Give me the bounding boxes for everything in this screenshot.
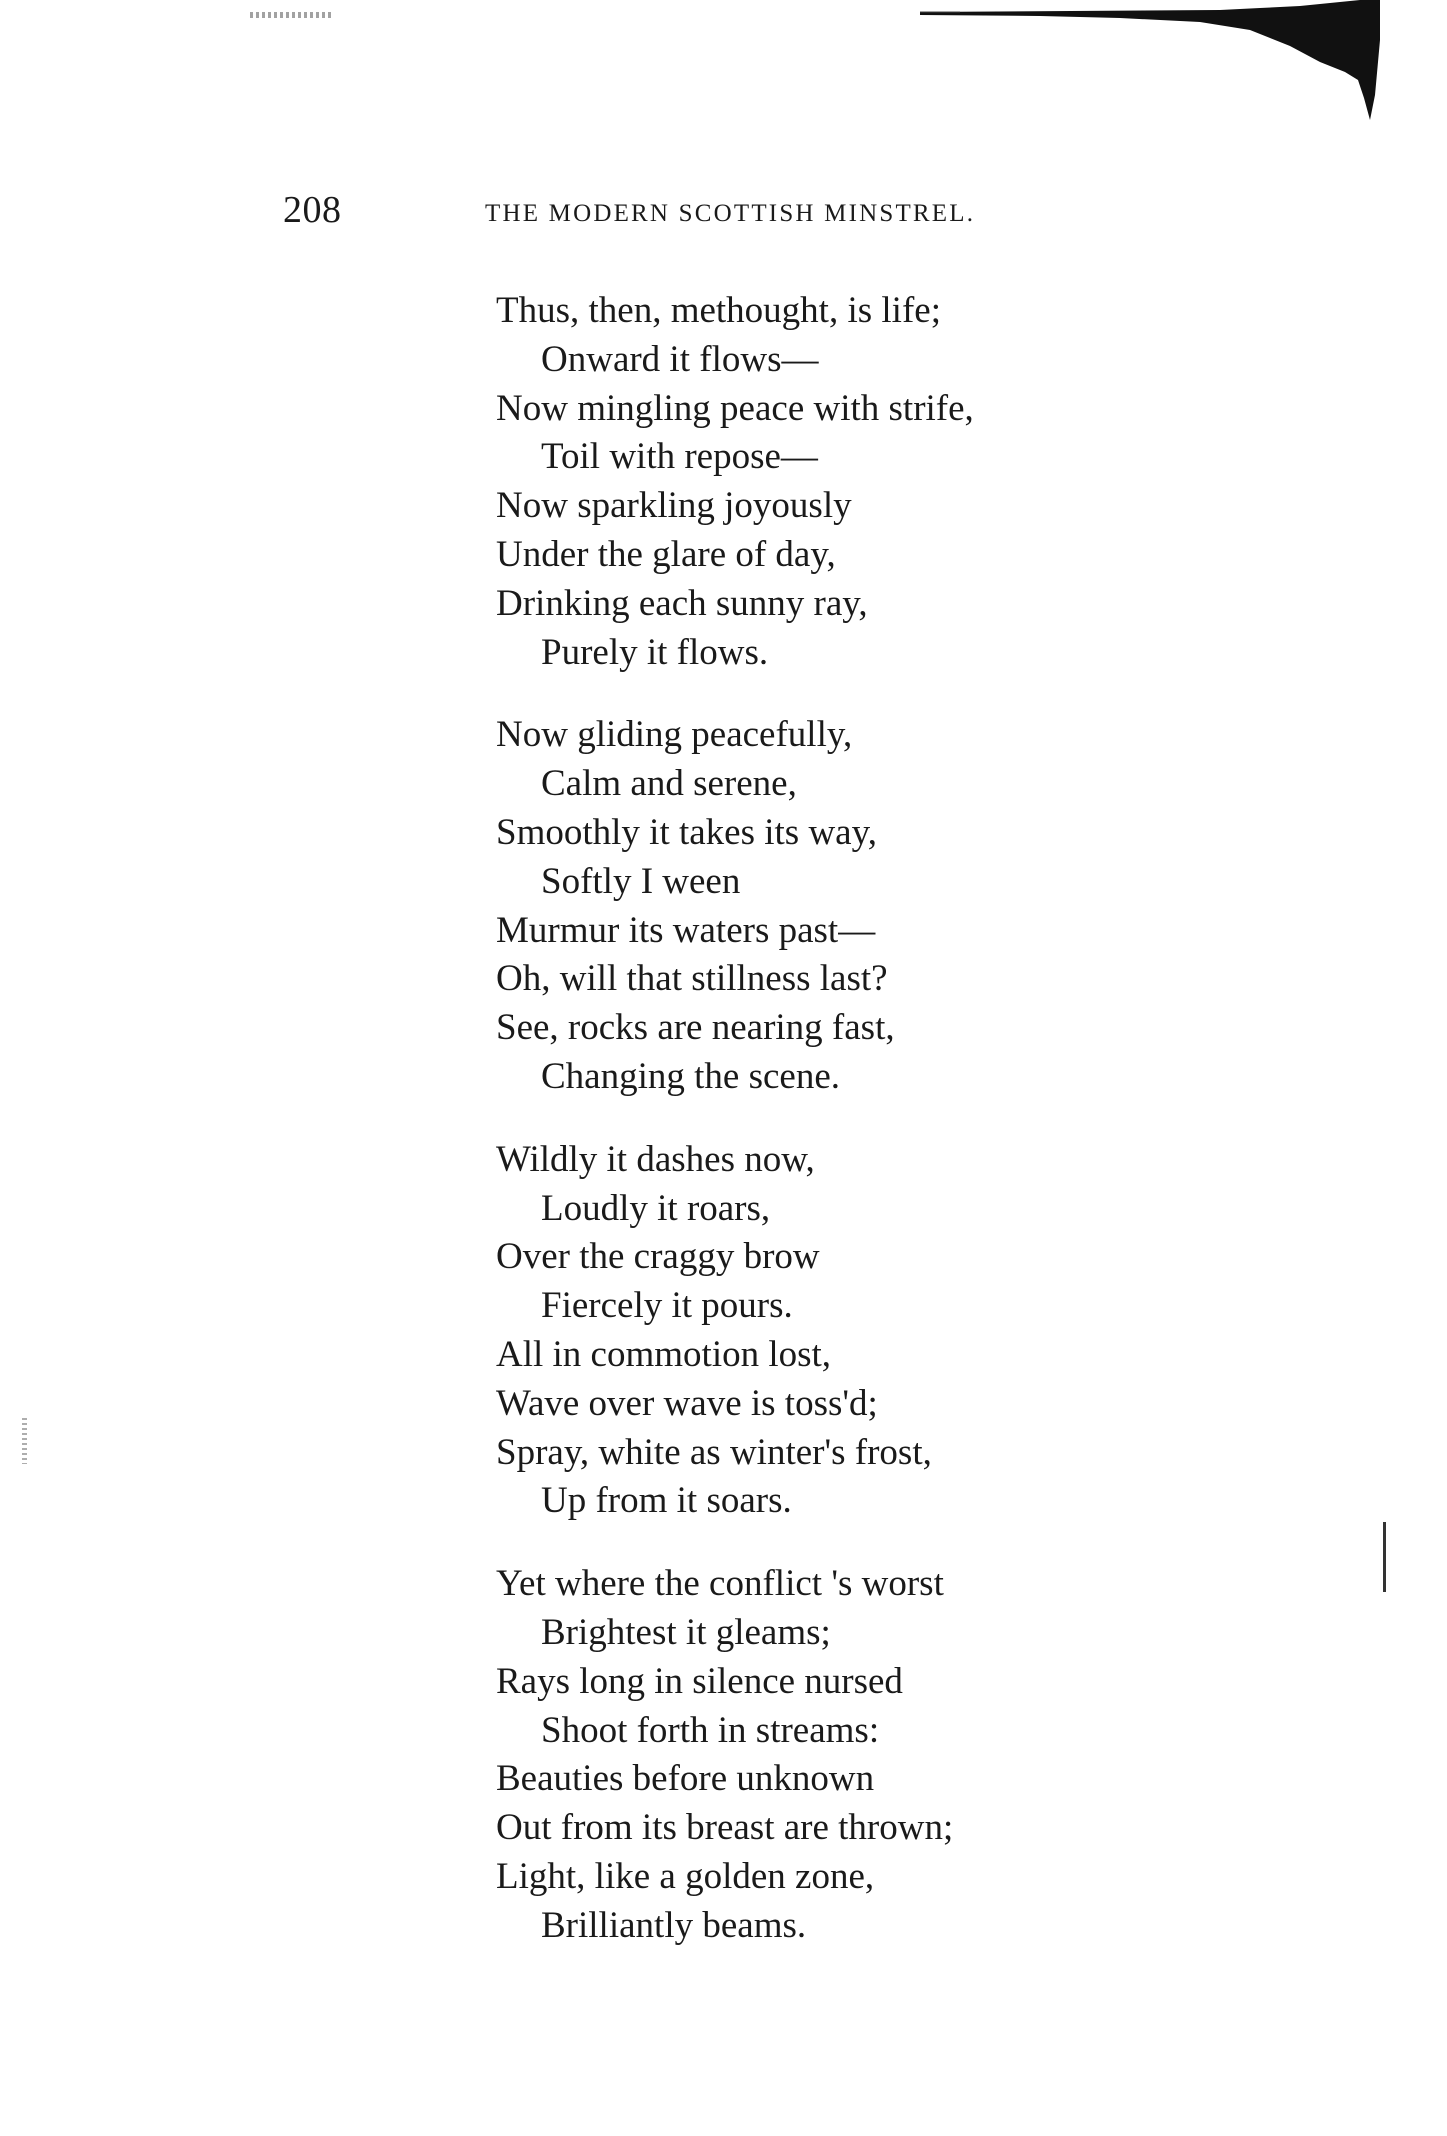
stanza-4 [496, 1560, 1196, 1950]
poem-line: Light, like a golden zone, [496, 1855, 875, 1897]
poem-line: Spray, white as winter's frost, [496, 1431, 932, 1473]
poem-line: Over the craggy brow [496, 1236, 820, 1278]
scan-artifact-left-margin [22, 1418, 27, 1464]
running-head: THE MODERN SCOTTISH MINSTREL. [485, 200, 976, 227]
poem-line: Loudly it roars, [541, 1187, 771, 1229]
poem-line: Out from its breast are thrown; [496, 1807, 954, 1849]
poem-line: Now gliding peacefully, [496, 714, 853, 756]
poem-line: Up from it soars. [541, 1480, 792, 1522]
stanza-2 [496, 711, 1196, 1101]
poem-line: Fiercely it pours. [541, 1285, 793, 1327]
poem-line: Drinking each sunny ray, [496, 582, 868, 624]
poem-line: Smoothly it takes its way, [496, 811, 877, 853]
poem-line: All in commotion lost, [496, 1333, 832, 1375]
poem-line: Softly I ween [541, 860, 741, 902]
poem-line: Onward it flows— [541, 338, 819, 380]
poem-line: Now mingling peace with strife, [496, 387, 974, 429]
poem-line: Wildly it dashes now, [496, 1138, 815, 1180]
poem-line: Brightest it gleams; [541, 1611, 831, 1653]
scan-artifact-right-margin [1383, 1522, 1386, 1592]
poem-line: Now sparkling joyously [496, 485, 852, 527]
poem-line: Yet where the conflict 's worst [496, 1563, 944, 1605]
poem-line: Brilliantly beams. [541, 1904, 807, 1946]
poem-line: Changing the scene. [541, 1055, 840, 1097]
page-number: 208 [283, 189, 342, 231]
poem-body [496, 287, 1196, 1985]
scan-artifact-top-left [250, 12, 332, 18]
poem-line: Oh, will that stillness last? [496, 958, 888, 1000]
poem-line: Murmur its waters past— [496, 909, 876, 951]
stanza-1 [496, 287, 1196, 677]
poem-line: See, rocks are nearing fast, [496, 1007, 895, 1049]
page-header [283, 188, 1123, 238]
poem-line: Calm and serene, [541, 763, 797, 805]
poem-line: Under the glare of day, [496, 533, 836, 575]
poem-line: Rays long in silence nursed [496, 1660, 903, 1702]
scan-artifact-top-right [920, 0, 1380, 130]
poem-line: Thus, then, methought, is life; [496, 290, 941, 331]
poem-line: Purely it flows. [541, 631, 769, 673]
poem-line: Toil with repose— [541, 436, 818, 478]
poem-line: Beauties before unknown [496, 1758, 875, 1800]
poem-line: Shoot forth in streams: [541, 1709, 880, 1751]
stanza-3 [496, 1136, 1196, 1526]
poem-line: Wave over wave is toss'd; [496, 1382, 878, 1424]
